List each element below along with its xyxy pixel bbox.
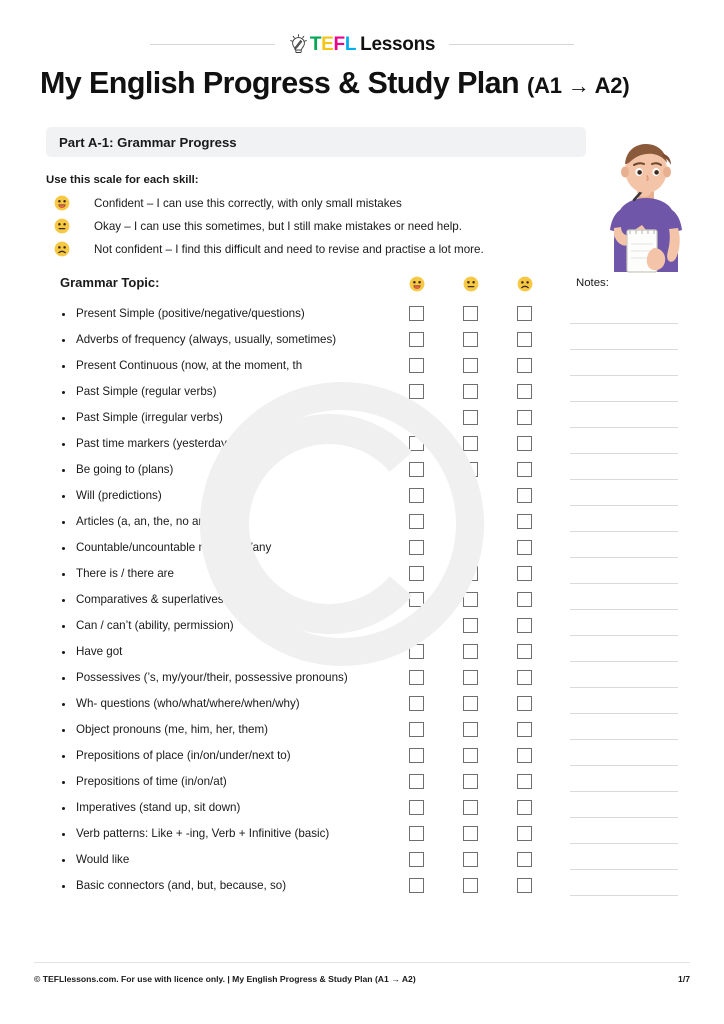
table-row [0,747,724,773]
notes-write-line[interactable] [570,843,678,844]
notes-write-line[interactable] [570,817,678,818]
checkbox-frowning-face[interactable] [517,384,532,399]
table-row [0,539,724,565]
bullet-icon [62,781,65,784]
bullet-icon [62,651,65,654]
logo-letter-e: E [321,33,334,55]
lightbulb-icon [289,34,308,55]
neutral-face-icon [54,218,76,234]
bullet-icon [62,833,65,836]
notes-write-line[interactable] [570,791,678,792]
bullet-icon [62,703,65,706]
notes-write-line[interactable] [570,349,678,350]
scale-item-text: Okay – I can use this sometimes, but I still make mistakes or need help. [94,219,462,233]
table-row [0,877,724,903]
checkbox-neutral-face[interactable] [463,670,478,685]
bullet-icon [62,677,65,680]
checkbox-neutral-face[interactable] [463,384,478,399]
checkbox-frowning-face[interactable] [517,540,532,555]
checkbox-smiling-face[interactable] [409,306,424,321]
checkbox-smiling-face[interactable] [409,670,424,685]
header-rule-left [150,44,275,45]
footer-page-number: 1/7 [678,974,690,984]
grammar-topic-label: Past Simple (regular verbs) [76,385,217,399]
checkbox-neutral-face[interactable] [463,800,478,815]
table-row [0,357,724,383]
notes-write-line[interactable] [570,583,678,584]
page-footer [0,974,724,984]
bullet-icon [62,755,65,758]
checkbox-frowning-face[interactable] [517,462,532,477]
checkbox-frowning-face[interactable] [517,696,532,711]
table-row [0,331,724,357]
grammar-topic-label: Would like [76,853,130,867]
notes-write-line[interactable] [570,453,678,454]
bullet-icon [62,807,65,810]
checkbox-smiling-face[interactable] [409,436,424,451]
table-row [0,799,724,825]
notes-write-line[interactable] [570,869,678,870]
grammar-topic-label: Will (predictions) [76,489,162,503]
checkbox-neutral-face[interactable] [463,722,478,737]
notes-write-line[interactable] [570,687,678,688]
notes-write-line[interactable] [570,713,678,714]
tefl-lessons-logo [289,34,435,55]
checkbox-smiling-face[interactable] [409,332,424,347]
bullet-icon [62,599,65,602]
checkbox-frowning-face[interactable] [517,800,532,815]
notes-write-line[interactable] [570,635,678,636]
grammar-topic-label: Basic connectors (and, but, because, so) [76,879,287,893]
checkbox-neutral-face[interactable] [463,358,478,373]
frowning-face-icon [54,241,76,257]
bullet-icon [62,625,65,628]
student-thinking-illustration [594,138,698,278]
checkbox-smiling-face[interactable] [409,618,424,633]
notes-write-line[interactable] [570,505,678,506]
table-row [0,695,724,721]
checkbox-smiling-face[interactable] [409,514,424,529]
footer-copyright: © TEFLlessons.com. For use with licence only. | My English Progress & Study Plan (A1 → A2) [34,974,416,984]
checkbox-neutral-face[interactable] [463,306,478,321]
column-header-smiling-face-icon [409,276,425,292]
grammar-topic-label: There is / there are [76,567,174,581]
header-rule-right [449,44,574,45]
column-header-frowning-face-icon [517,276,533,292]
checkbox-smiling-face[interactable] [409,566,424,581]
notes-write-line[interactable] [570,401,678,402]
checkbox-neutral-face[interactable] [463,826,478,841]
grammar-topic-label: Object pronouns (me, him, her, them) [76,723,269,737]
table-row [0,461,724,487]
table-row [0,305,724,331]
grammar-topic-label: Articles (a, an, the, no article) [76,515,227,529]
grammar-topic-label: Possessives (’s, my/your/their, possessive pronouns) [76,671,348,685]
grammar-topic-label: Be going to (plans) [76,463,174,477]
checkbox-frowning-face[interactable] [517,826,532,841]
checkbox-smiling-face[interactable] [409,878,424,893]
grammar-topic-label: Have got [76,645,123,659]
table-row [0,825,724,851]
notes-write-line[interactable] [570,479,678,480]
checkbox-frowning-face[interactable] [517,878,532,893]
table-row [0,383,724,409]
checkbox-neutral-face[interactable] [463,436,478,451]
checkbox-smiling-face[interactable] [409,852,424,867]
bullet-icon [62,729,65,732]
logo-letter-f: F [333,33,345,55]
table-row [0,409,724,435]
checkbox-neutral-face[interactable] [463,618,478,633]
footer-divider [34,962,690,963]
bullet-icon [62,365,65,368]
logo-letter-l: L [344,33,357,55]
table-row [0,513,724,539]
notes-write-line[interactable] [570,661,678,662]
checkbox-smiling-face[interactable] [409,410,424,425]
page-title-main: My English Progress & Study Plan [40,66,527,100]
grammar-topic-label: Past Simple (irregular verbs) [76,411,223,425]
checkbox-frowning-face[interactable] [517,722,532,737]
bullet-icon [62,521,65,524]
notes-write-line[interactable] [570,739,678,740]
checkbox-neutral-face[interactable] [463,592,478,607]
checkbox-neutral-face[interactable] [463,852,478,867]
grammar-topic-rows [0,305,724,903]
bullet-icon [62,313,65,316]
checkbox-frowning-face[interactable] [517,748,532,763]
bullet-icon [62,495,65,498]
checkbox-frowning-face[interactable] [517,410,532,425]
table-row [0,565,724,591]
checkbox-smiling-face[interactable] [409,644,424,659]
scale-item-text: Confident – I can use this correctly, with only small mistakes [94,196,402,210]
checkbox-smiling-face[interactable] [409,774,424,789]
checkbox-frowning-face[interactable] [517,852,532,867]
bullet-icon [62,417,65,420]
grammar-topic-label: Comparatives & superlatives [76,593,224,607]
checkbox-frowning-face[interactable] [517,670,532,685]
checkbox-smiling-face[interactable] [409,488,424,503]
checkbox-neutral-face[interactable] [463,488,478,503]
checkbox-frowning-face[interactable] [517,592,532,607]
checkbox-neutral-face[interactable] [463,410,478,425]
grammar-topic-label: Countable/uncountable nouns me/any [76,541,272,555]
checkbox-smiling-face[interactable] [409,748,424,763]
column-header-topic: Grammar Topic: [60,275,160,291]
table-row [0,435,724,461]
checkbox-smiling-face[interactable] [409,592,424,607]
checkbox-smiling-face[interactable] [409,696,424,711]
checkbox-frowning-face[interactable] [517,488,532,503]
grammar-topic-label: Wh- questions (who/what/where/when/why) [76,697,300,711]
grammar-topic-label: Prepositions of time (in/on/at) [76,775,227,789]
bullet-icon [62,859,65,862]
checkbox-frowning-face[interactable] [517,358,532,373]
logo-letter-t: T [309,33,322,55]
grammar-topic-label: Present Continuous (now, at the moment, th [76,359,303,373]
smiling-face-icon [54,195,76,211]
grammar-topic-label: Present Simple (positive/negative/questions) [76,307,305,321]
page-title [0,66,724,101]
notes-write-line[interactable] [570,531,678,532]
notes-write-line[interactable] [570,895,678,896]
checkbox-smiling-face[interactable] [409,722,424,737]
checkbox-neutral-face[interactable] [463,566,478,581]
notes-write-line[interactable] [570,323,678,324]
checkbox-frowning-face[interactable] [517,332,532,347]
bullet-icon [62,443,65,446]
notes-write-line[interactable] [570,557,678,558]
notes-write-line[interactable] [570,375,678,376]
checkbox-smiling-face[interactable] [409,358,424,373]
checkbox-neutral-face[interactable] [463,514,478,529]
checkbox-frowning-face[interactable] [517,774,532,789]
checkbox-neutral-face[interactable] [463,878,478,893]
bullet-icon [62,573,65,576]
checkbox-neutral-face[interactable] [463,748,478,763]
notes-write-line[interactable] [570,609,678,610]
grammar-topic-label: Prepositions of place (in/on/under/next to) [76,749,291,763]
checkbox-neutral-face[interactable] [463,540,478,555]
brand-header [0,0,724,55]
column-header-notes: Notes: [576,277,609,290]
table-header-row [0,275,724,297]
table-row [0,487,724,513]
page-title-level: (A1 → A2) [526,73,630,98]
table-row [0,617,724,643]
table-row [0,773,724,799]
bullet-icon [62,547,65,550]
bullet-icon [62,391,65,394]
checkbox-smiling-face[interactable] [409,462,424,477]
grammar-topic-label: Imperatives (stand up, sit down) [76,801,241,815]
table-row [0,851,724,877]
grammar-topic-label: Can / can’t (ability, permission) [76,619,234,633]
table-row [0,591,724,617]
grammar-topic-label: Past time markers (yesterday o, last ck) [76,437,280,451]
checkbox-frowning-face[interactable] [517,306,532,321]
grammar-topic-label: Adverbs of frequency (always, usually, sometimes) [76,333,337,347]
checkbox-neutral-face[interactable] [463,774,478,789]
table-row [0,643,724,669]
checkbox-frowning-face[interactable] [517,436,532,451]
checkbox-neutral-face[interactable] [463,696,478,711]
checkbox-smiling-face[interactable] [409,800,424,815]
bullet-icon [62,339,65,342]
grammar-topic-label: Verb patterns: Like + -ing, Verb + Infinitive (basic) [76,827,330,841]
checkbox-frowning-face[interactable] [517,644,532,659]
table-row [0,669,724,695]
section-header-label: Part A-1: Grammar Progress [59,134,237,150]
logo-word-lessons: Lessons [360,33,436,55]
column-header-neutral-face-icon [463,276,479,292]
scale-item-text: Not confident – I find this difficult and need to revise and practise a lot more. [94,242,484,256]
bullet-icon [62,885,65,888]
bullet-icon [62,469,65,472]
notes-write-line[interactable] [570,765,678,766]
checkbox-smiling-face[interactable] [409,384,424,399]
checkbox-frowning-face[interactable] [517,618,532,633]
scale-heading: Use this scale for each skill: [46,174,199,187]
checkbox-neutral-face[interactable] [463,332,478,347]
notes-write-line[interactable] [570,427,678,428]
checkbox-neutral-face[interactable] [463,644,478,659]
checkbox-neutral-face[interactable] [463,462,478,477]
section-header-bar [46,127,586,157]
checkbox-smiling-face[interactable] [409,540,424,555]
checkbox-frowning-face[interactable] [517,514,532,529]
checkbox-smiling-face[interactable] [409,826,424,841]
table-row [0,721,724,747]
checkbox-frowning-face[interactable] [517,566,532,581]
